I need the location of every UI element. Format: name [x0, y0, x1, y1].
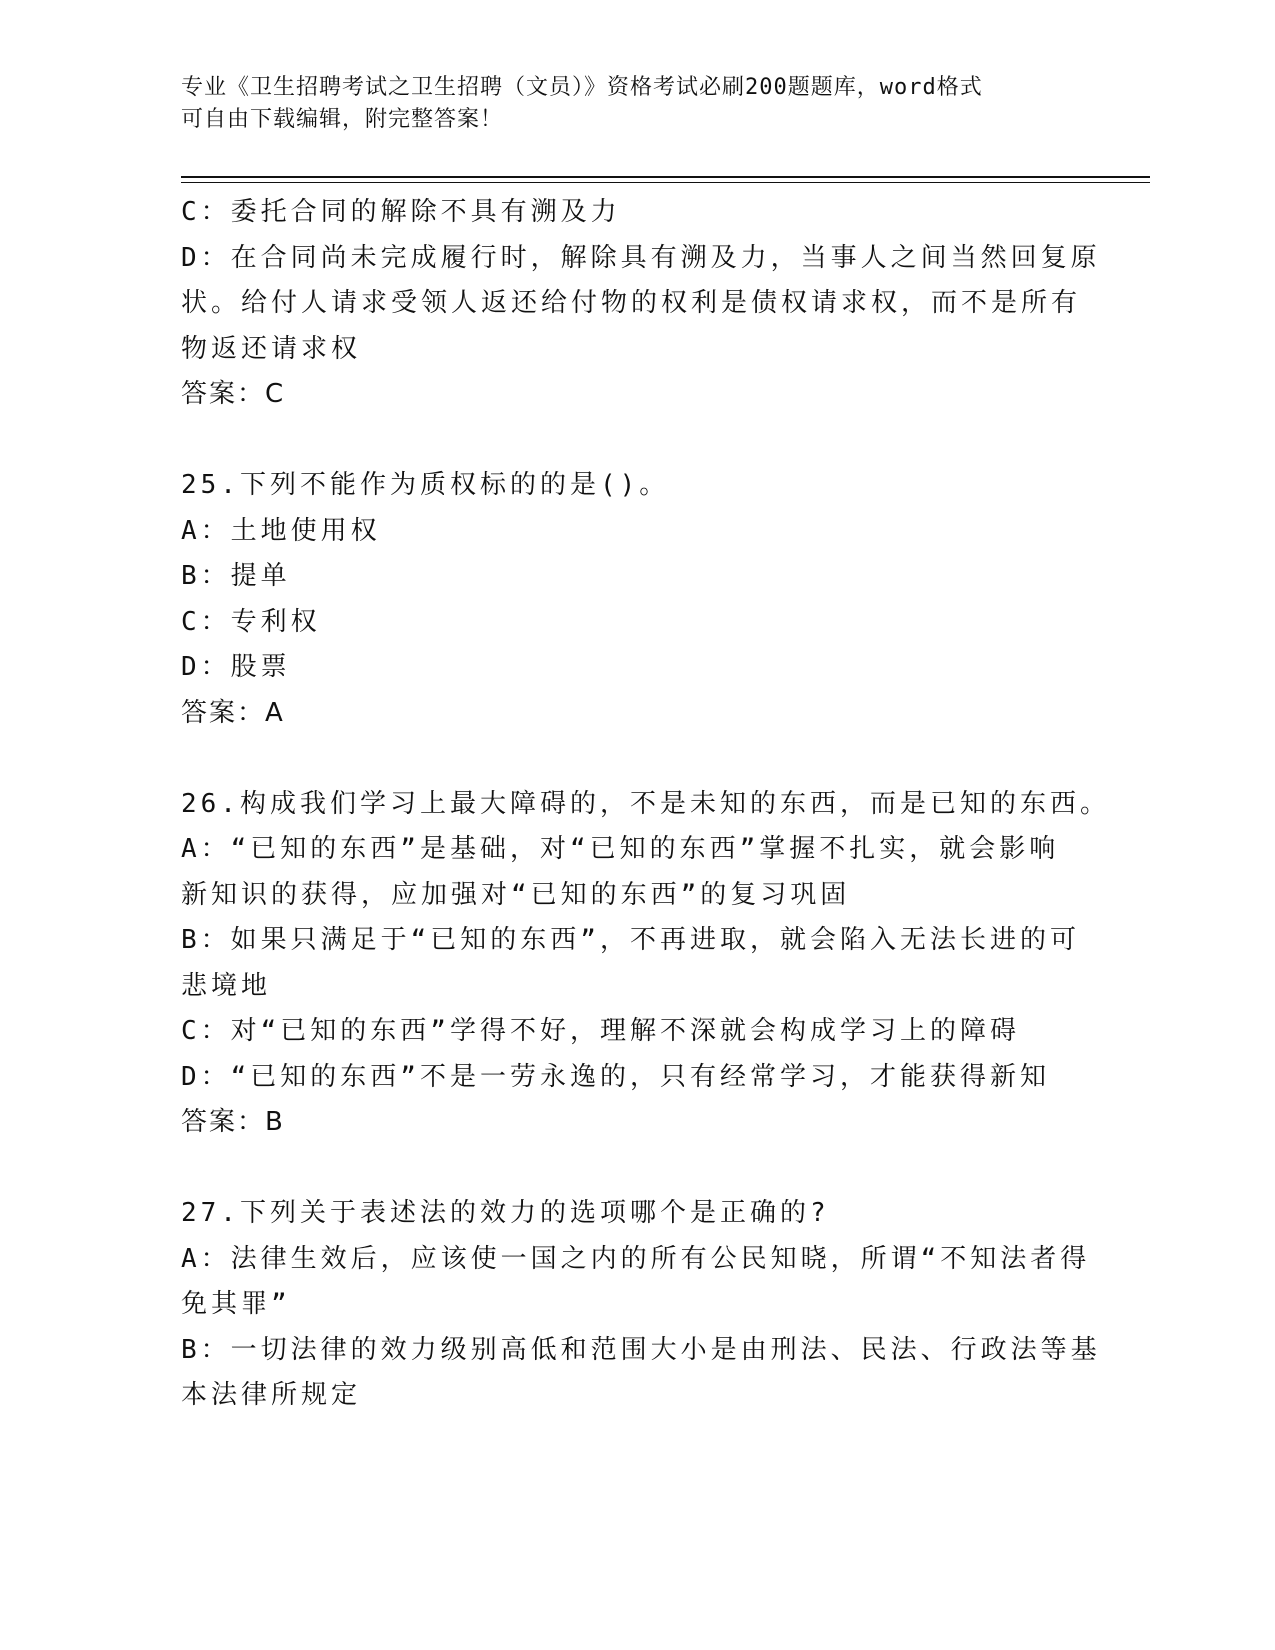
question-block-27 — [181, 1191, 1101, 1419]
answer: 答案：C — [181, 379, 286, 409]
question-list — [181, 190, 1110, 1419]
option-b-cont: 本法律所规定 — [181, 1380, 362, 1410]
answer: 答案：B — [181, 1107, 285, 1137]
option-c: C：专利权 — [181, 606, 321, 637]
option-a-cont: 新知识的获得，应加强对“已知的东西”的复习巩固 — [181, 879, 851, 910]
option-d: D：在合同尚未完成履行时，解除具有溯及力，当事人之间当然回复原 — [181, 242, 1101, 273]
question-stem: 27.下列关于表述法的效力的选项哪个是正确的? — [181, 1198, 830, 1228]
question-stem: 25.下列不能作为质权标的的是()。 — [181, 470, 670, 500]
option-d-cont: 状。给付人请求受领人返还给付物的权利是债权请求权，而不是所有 — [181, 288, 1082, 318]
option-d: D：“已知的东西”不是一劳永逸的，只有经常学习，才能获得新知 — [181, 1061, 1050, 1092]
question-block-26 — [181, 782, 1110, 1146]
option-c: C：委托合同的解除不具有溯及力 — [181, 197, 621, 227]
header-line: 可自由下载编辑，附完整答案！ — [181, 107, 504, 132]
option-d: D：股票 — [181, 652, 291, 682]
question-stem: 26.构成我们学习上最大障碍的，不是未知的东西，而是已知的东西。 — [181, 788, 1110, 819]
question-block-24 — [181, 190, 1101, 418]
option-a: A：土地使用权 — [181, 515, 381, 546]
option-b: B：一切法律的效力级别高低和范围大小是由刑法、民法、行政法等基 — [181, 1334, 1101, 1365]
option-b-cont: 悲境地 — [181, 970, 272, 1001]
option-b: B：提单 — [181, 561, 291, 591]
option-c: C：对“已知的东西”学得不好，理解不深就会构成学习上的障碍 — [181, 1016, 1020, 1046]
header-line: 专业《卫生招聘考试之卫生招聘（文员）》资格考试必刷200题题库，word格式 — [181, 75, 983, 100]
option-a: A：“已知的东西”是基础，对“已知的东西”掌握不扎实，就会影响 — [181, 834, 1060, 864]
header-rule — [181, 176, 1150, 178]
option-a: A：法律生效后，应该使一国之内的所有公民知晓，所谓“不知法者得 — [181, 1243, 1091, 1274]
question-block-25 — [181, 463, 1081, 736]
option-b: B：如果只满足于“已知的东西”，不再进取，就会陷入无法长进的可 — [181, 925, 1080, 955]
answer: 答案：A — [181, 697, 285, 728]
header-rule — [181, 182, 1150, 183]
document-header — [181, 72, 1061, 136]
option-a-cont: 免其罪” — [181, 1289, 291, 1319]
option-d-cont: 物返还请求权 — [181, 333, 362, 364]
